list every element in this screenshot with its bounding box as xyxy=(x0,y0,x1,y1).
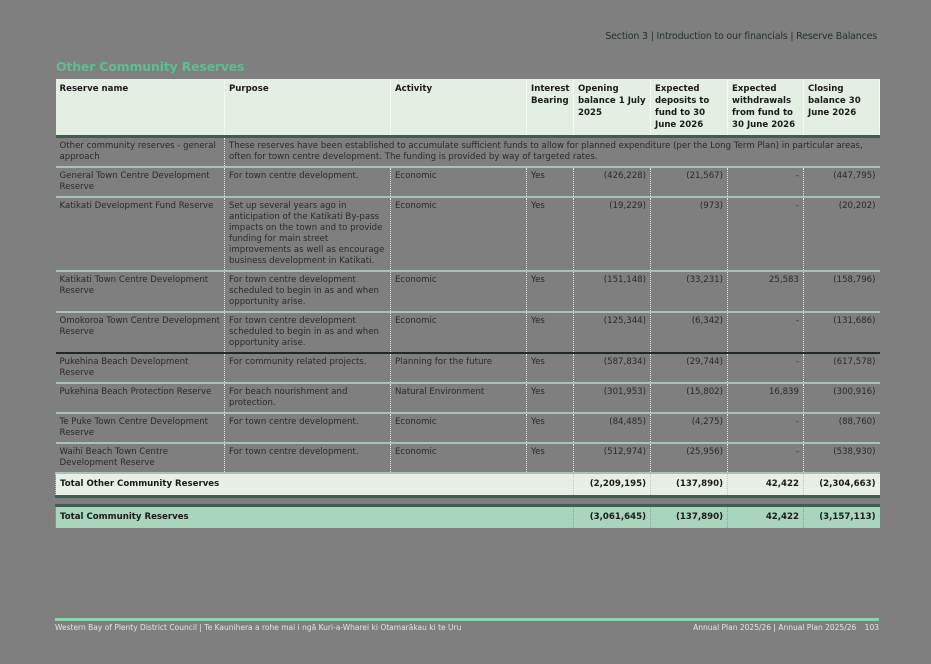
reserve-name: Katikati Town Centre Development Reserve xyxy=(56,271,225,312)
withdrawals: 25,583 xyxy=(728,271,804,312)
col-opening: Opening balance 1 July 2025 xyxy=(574,79,651,137)
closing-balance: (617,578) xyxy=(804,353,880,383)
opening-balance: (512,974) xyxy=(574,443,651,473)
reserve-name: Waihi Beach Town Centre Development Reserve xyxy=(56,443,225,473)
interest-bearing: Yes xyxy=(527,312,574,353)
activity: Natural Environment xyxy=(391,383,527,413)
closing-balance: (158,796) xyxy=(804,271,880,312)
reserves-table xyxy=(55,79,880,528)
closing-balance: (131,686) xyxy=(804,312,880,353)
opening-balance: (301,953) xyxy=(574,383,651,413)
table-header xyxy=(56,79,880,137)
table-row xyxy=(56,353,880,383)
withdrawals: - xyxy=(728,443,804,473)
purpose: For town centre development scheduled to begin in as and when opportunity arise. xyxy=(225,271,391,312)
table-row xyxy=(56,383,880,413)
withdrawals: - xyxy=(728,312,804,353)
closing-balance: (538,930) xyxy=(804,443,880,473)
total-withdrawals: 42,422 xyxy=(728,473,804,497)
table-row xyxy=(56,413,880,443)
footer-plan-label: Annual Plan 2025/26 | Annual Plan 2025/26 xyxy=(693,623,857,632)
purpose: For beach nourishment and protection. xyxy=(225,383,391,413)
purpose: Set up several years ago in anticipation of the Katikati By-pass impacts on the town and to provide funding for main street improvements as well as encourage business development in Katikati. xyxy=(225,197,391,271)
activity: Economic xyxy=(391,312,527,353)
spacer xyxy=(56,497,880,506)
col-closing: Closing balance 30 June 2026 xyxy=(804,79,880,137)
withdrawals: - xyxy=(728,197,804,271)
grand-total-deposits: (137,890) xyxy=(651,506,728,529)
footer-plan xyxy=(693,623,879,632)
interest-bearing: Yes xyxy=(527,167,574,197)
general-approach-row xyxy=(56,137,880,168)
grand-total-opening: (3,061,645) xyxy=(574,506,651,529)
opening-balance: (426,228) xyxy=(574,167,651,197)
interest-bearing: Yes xyxy=(527,443,574,473)
activity: Economic xyxy=(391,167,527,197)
withdrawals: - xyxy=(728,413,804,443)
deposits: (973) xyxy=(651,197,728,271)
footer-divider xyxy=(55,618,879,621)
deposits: (21,567) xyxy=(651,167,728,197)
deposits: (29,744) xyxy=(651,353,728,383)
opening-balance: (19,229) xyxy=(574,197,651,271)
purpose: These reserves have been established to accumulate sufficient funds to allow for planned expenditure (per the Long Term Plan) in particular areas, often for town centre development. The funding is provided by way of targeted rates. xyxy=(225,137,880,168)
activity: Economic xyxy=(391,413,527,443)
total-opening: (2,209,195) xyxy=(574,473,651,497)
deposits: (33,231) xyxy=(651,271,728,312)
purpose: For town centre development scheduled to begin in as and when opportunity arise. xyxy=(225,312,391,353)
col-interest-bearing: Interest Bearing xyxy=(527,79,574,137)
reserve-name: Pukehina Beach Protection Reserve xyxy=(56,383,225,413)
spacer-cell xyxy=(56,497,880,506)
opening-balance: (84,485) xyxy=(574,413,651,443)
total-other-row xyxy=(56,473,880,497)
grand-total-closing: (3,157,113) xyxy=(804,506,880,529)
col-purpose: Purpose xyxy=(225,79,391,137)
interest-bearing: Yes xyxy=(527,197,574,271)
purpose: For community related projects. xyxy=(225,353,391,383)
activity: Economic xyxy=(391,271,527,312)
reserve-name: Omokoroa Town Centre Development Reserve xyxy=(56,312,225,353)
purpose: For town centre development. xyxy=(225,443,391,473)
section-title: Other Community Reserves xyxy=(56,59,245,74)
col-deposits: Expected deposits to fund to 30 June 2026 xyxy=(651,79,728,137)
table-row xyxy=(56,271,880,312)
col-activity: Activity xyxy=(391,79,527,137)
deposits: (15,802) xyxy=(651,383,728,413)
table-row xyxy=(56,443,880,473)
table-row xyxy=(56,167,880,197)
closing-balance: (88,760) xyxy=(804,413,880,443)
withdrawals: - xyxy=(728,353,804,383)
total-community-row xyxy=(56,506,880,529)
opening-balance: (125,344) xyxy=(574,312,651,353)
interest-bearing: Yes xyxy=(527,271,574,312)
closing-balance: (300,916) xyxy=(804,383,880,413)
total-deposits: (137,890) xyxy=(651,473,728,497)
deposits: (4,275) xyxy=(651,413,728,443)
reserve-name: Te Puke Town Centre Development Reserve xyxy=(56,413,225,443)
activity: Economic xyxy=(391,443,527,473)
activity: Economic xyxy=(391,197,527,271)
col-withdrawals: Expected withdrawals from fund to 30 June 2026 xyxy=(728,79,804,137)
interest-bearing: Yes xyxy=(527,353,574,383)
withdrawals: 16,839 xyxy=(728,383,804,413)
deposits: (6,342) xyxy=(651,312,728,353)
reserve-name: Katikati Development Fund Reserve xyxy=(56,197,225,271)
activity: Planning for the future xyxy=(391,353,527,383)
deposits: (25,956) xyxy=(651,443,728,473)
closing-balance: (447,795) xyxy=(804,167,880,197)
table-row xyxy=(56,312,880,353)
reserve-name: Pukehina Beach Development Reserve xyxy=(56,353,225,383)
page-number: 103 xyxy=(864,623,879,632)
reserve-name: General Town Centre Development Reserve xyxy=(56,167,225,197)
opening-balance: (151,148) xyxy=(574,271,651,312)
reserve-name: Other community reserves - general approach xyxy=(56,137,225,168)
opening-balance: (587,834) xyxy=(574,353,651,383)
total-closing: (2,304,663) xyxy=(804,473,880,497)
table-row xyxy=(56,197,880,271)
purpose: For town centre development. xyxy=(225,413,391,443)
interest-bearing: Yes xyxy=(527,383,574,413)
grand-total-label: Total Community Reserves xyxy=(56,506,574,529)
grand-total-withdrawals: 42,422 xyxy=(728,506,804,529)
col-reserve-name: Reserve name xyxy=(56,79,225,137)
footer-council: Western Bay of Plenty District Council | Te Kaunihera a rohe mai i ngā Kuri-a-Wharei ki Otamarākau ki te Uru xyxy=(55,623,462,632)
withdrawals: - xyxy=(728,167,804,197)
closing-balance: (20,202) xyxy=(804,197,880,271)
interest-bearing: Yes xyxy=(527,413,574,443)
purpose: For town centre development. xyxy=(225,167,391,197)
breadcrumb: Section 3 | Introduction to our financials | Reserve Balances xyxy=(605,31,877,42)
total-label: Total Other Community Reserves xyxy=(56,473,574,497)
